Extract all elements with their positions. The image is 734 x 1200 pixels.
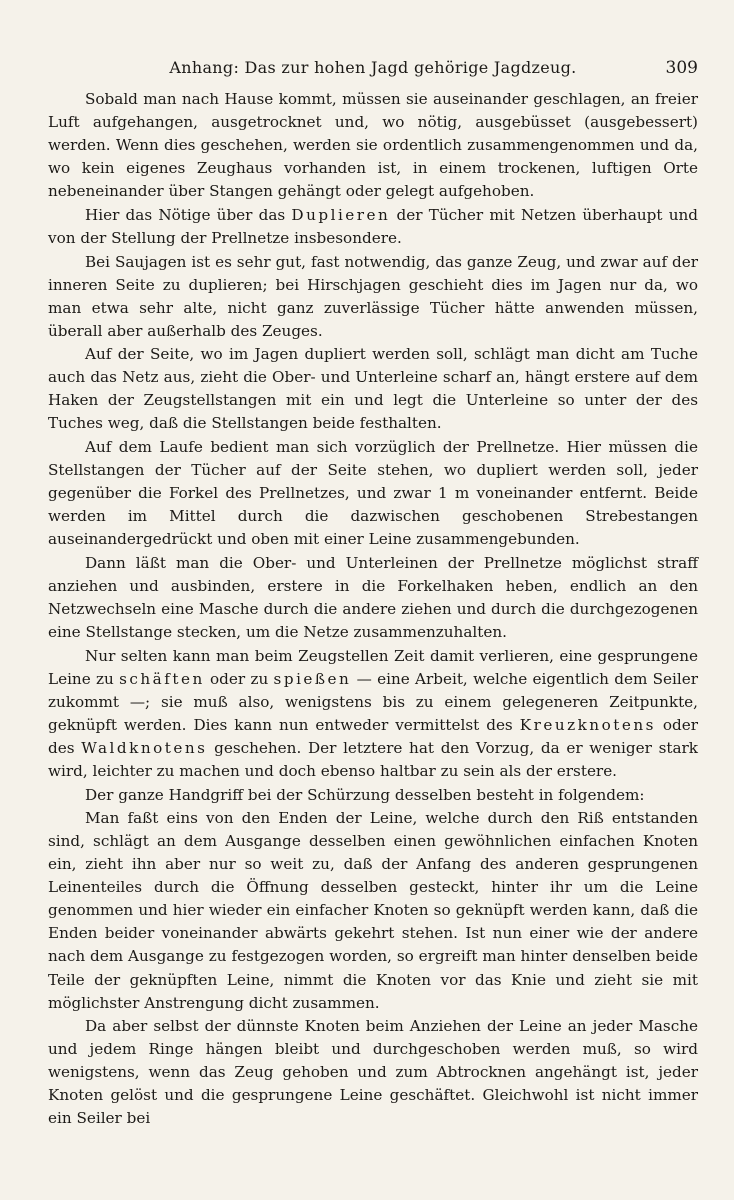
paragraph-4 (48, 343, 698, 435)
paragraph-text: Nur selten kann man beim Zeugstellen Zeit damit verlieren, eine gesprungene Leine zu (48, 646, 698, 688)
paragraph-2 (48, 204, 698, 250)
emphasized-term: Duplieren (291, 205, 391, 224)
emphasized-term: spießen (273, 669, 352, 688)
body-text (48, 88, 698, 1130)
paragraph-text: Man faßt eins von den Enden der Leine, welche durch den Riß entstanden sind, schlägt an dem Ausgange desselben einen gewöhnlichen einfachen Knoten ein, zieht ihn aber nur so weit zu, daß der Anfang des anderen gesprungenen Leinenteiles durch die Öffnung desselben gesteckt, hinter ihr um die Leine genommen und hier wieder ein einfacher Knoten so geknüpft werden kann, daß die Enden beider voneinander abwärts gekehrt stehen. Ist nun einer wie der andere nach dem Ausgange zu festgezogen worden, so ergreift man hinter denselben beide Teile der geknüpften Leine, nimmt die Knoten vor das Knie und zieht sie mit möglichster Anstrengung dicht zusammen. (48, 809, 698, 1012)
paragraph-text: Da aber selbst der dünnste Knoten beim Anziehen der Leine an jeder Masche und jedem Ringe hängen bleibt und durchgeschoben werden muß, so wird wenigstens, wenn das Zeug gehoben und zum Abtrocknen angehängt ist, jeder Knoten gelöst und die gesprungene Leine geschäftet. Gleichwohl ist nicht immer ein Seiler bei (48, 1017, 698, 1128)
emphasized-term: schäften (119, 669, 205, 688)
paragraph-text: geschehen. Der letztere hat den Vorzug, da er weniger stark wird, leichter zu machen und doch ebenso haltbar zu sein als der erstere. (48, 738, 698, 780)
paragraph-text: — eine Arbeit, welche eigentlich dem Seiler zukommt —; sie muß also, wenigstens bis zu einem gelegeneren Zeitpunkte, geknüpft werden. Dies kann nun entweder vermittelst des (48, 669, 698, 734)
paragraph-text: Hier das Nötige über das (85, 205, 292, 224)
paragraph-text: Dann läßt man die Ober- und Unterleinen der Prellnetze möglichst straff anziehen und ausbinden, erstere in die Forkelhaken heben, endlich an den Netzwechseln eine Masche durch die andere ziehen und durch die durchgezogenen eine Stellstange stecken, um die Netze zusammenzuhalten. (48, 553, 698, 642)
paragraph-text: oder zu (204, 669, 274, 688)
paragraph-3 (48, 251, 698, 343)
paragraph-10 (48, 1015, 698, 1130)
emphasized-term: Kreuzknotens (519, 715, 656, 734)
paragraph-9 (48, 807, 698, 1014)
paragraph-text: Auf dem Laufe bedient man sich vorzüglich der Prellnetze. Hier müssen die Stellstangen der Tücher auf der Seite stehen, wo dupliert werden soll, jeder gegenüber die Forkel des Prellnetzes, und zwar 1 m voneinander entfernt. Beide werden im Mittel durch die dazwischen geschobenen Strebestangen auseinandergedrückt und oben mit einer Leine zusammengebunden. (48, 438, 698, 549)
page-number: 309 (665, 58, 698, 78)
paragraph-text: Der ganze Handgriff bei der Schürzung desselben besteht in folgendem: (85, 785, 645, 804)
paragraph-text: Sobald man nach Hause kommt, müssen sie auseinander geschlagen, an freier Luft aufgehangen, ausgetrocknet und, wo nötig, ausgebüsset (ausgebessert) werden. Wenn dies geschehen, werden sie ordentlich zusammengenommen und da, wo kein eigenes Zeughaus vorhanden ist, in einem trockenen, luftigen Orte nebeneinander über Stangen gehängt oder gelegt aufgehoben. (48, 90, 698, 201)
paragraph-text: oder des (48, 715, 698, 757)
paragraph-text: der Tücher mit Netzen überhaupt und von der Stellung der Prellnetze insbesondere. (48, 205, 699, 247)
paragraph-8 (48, 784, 698, 807)
paragraph-7 (48, 645, 698, 783)
paragraph-1 (48, 88, 698, 203)
paragraph-6 (48, 552, 698, 644)
emphasized-term: Waldknotens (81, 738, 208, 757)
running-title: Anhang: Das zur hohen Jagd gehörige Jagdzeug. (169, 58, 577, 77)
paragraph-text: Auf der Seite, wo im Jagen dupliert werden soll, schlägt man dicht am Tuche auch das Netz aus, zieht die Ober- und Unterleine scharf an, hängt erstere auf dem Haken der Zeugstellstangen mit ein und legt die Unterleine so unter der des Tuches weg, daß die Stellstangen beide festhalten. (48, 345, 698, 433)
paragraph-text: Bei Saujagen ist es sehr gut, fast notwendig, das ganze Zeug, und zwar auf der inneren Seite zu duplieren; bei Hirschjagen geschieht dies im Jagen nur da, wo man etwa sehr alte, nicht ganz zuverlässige Tücher hätte anwenden müssen, überall aber außerhalb des Zeuges. (48, 252, 698, 340)
page-header (48, 54, 698, 84)
paragraph-5 (48, 436, 698, 551)
